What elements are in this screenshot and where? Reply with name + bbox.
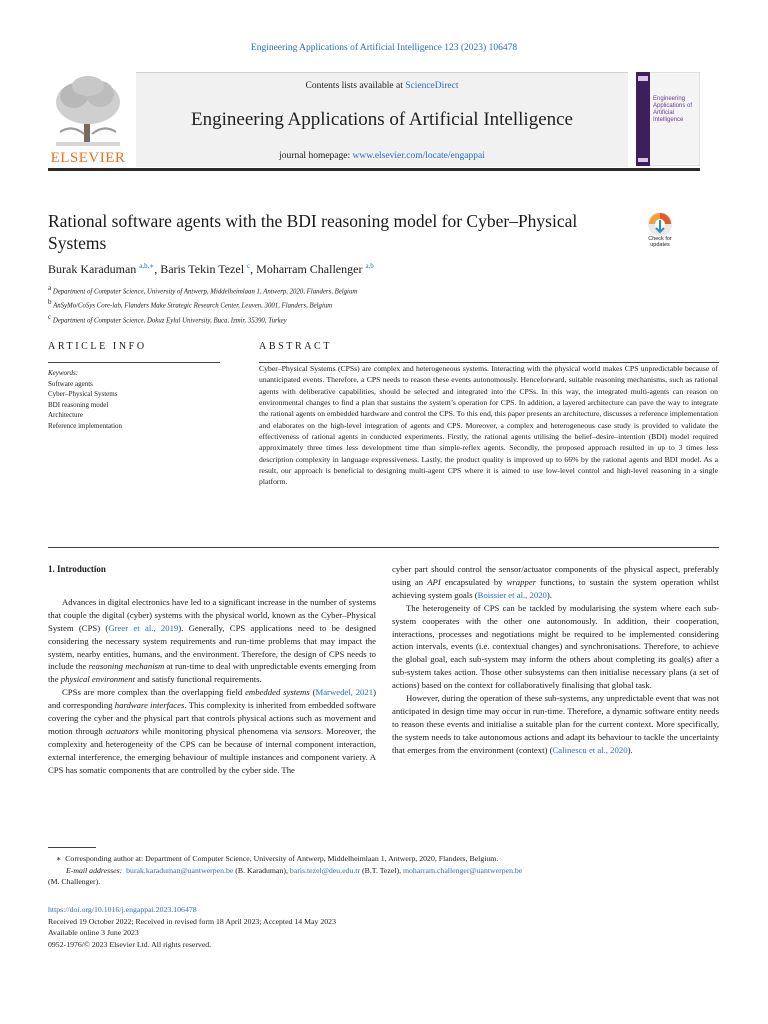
abstract-bottom-divider: [48, 547, 719, 548]
citation-link[interactable]: Calinescu et al., 2020: [552, 744, 628, 755]
keywords-block: [48, 368, 220, 432]
keyword: Reference implementation: [48, 421, 123, 430]
paragraph: cyber part should control the sensor/actuator components of the physical aspect, preferably using an API encapsulated by wrapper functions, to sustain the system operation whilst achieving system goals (Boissier et al., 2020).: [392, 564, 719, 600]
paragraph: Advances in digital electronics have led to a significant increase in the number of systems that couple the digital (cyber) systems with the physical world, known as the Cyber–Physical System (CPS) (Greer et al., 2019). Generally, CPS applications need to be designed considering the necessary system requirements and run-time problems that may impact the system, nearby entities, humans, and the environment. Therefore, the design of CPS needs to include the reasoning mechanism at run-time to deal with unpredictable events emerging from the physical environment and satisfy functional requirements.: [48, 596, 376, 685]
footnote-divider: [48, 847, 96, 848]
article-info-divider: [48, 362, 220, 363]
citation-link[interactable]: Marwedel, 2021: [315, 687, 374, 698]
article-title: Rational software agents with the BDI reasoning model for Cyber–Physical Systems: [48, 211, 578, 253]
keyword: BDI reasoning model: [48, 400, 109, 409]
body-column-left: [48, 563, 376, 777]
journal-homepage-line: journal homepage: www.elsevier.com/locate/engappai: [279, 151, 485, 161]
available-online: Available online 3 June 2023: [48, 928, 139, 938]
received-dates: Received 19 October 2022; Received in revised form 18 April 2023; Accepted 14 May 2023: [48, 916, 336, 926]
doi-link[interactable]: https://doi.org/10.1016/j.engappai.2023.106478: [48, 905, 197, 914]
journal-cover: [636, 72, 700, 166]
elsevier-logo: [48, 72, 128, 166]
journal-banner: [136, 72, 628, 167]
abstract-text: Cyber–Physical Systems (CPSs) are complex and heterogeneous systems. Interacting with the physical world makes CPS unpredictable because of unanticipated events. Therefore, a CPS needs to reason these events autonomously. Henceforward, suitable reasoning mechanisms, such as rational agents with deliberative capabilities, should be selected and integrated into the CPSs. In this way, the integrated multi-agents can reason on environmental changes to find a plan that sustains the system’s operation for CPS. In addition, a layered architecture can pave the way to integrate the rational agents on embedded hardware and control the CPS. To this end, this paper presents an architecture, discusses a reference implementation and elaborates on the high-level integration of agents and CPS. Moreover, a complex and heterogeneous case study is provided to validate the effectiveness of rational agents in conducted experiments. Firstly, the rational agents utilising the belief–desire–intention (BDI) model required approximately three times less development time than simple-reflex agents. Secondly, the proposed approach resulted in up to 3 times less description complexity in language expressiveness. Lastly, the product quality is improved up to 66% by the rational agents and BDI model. As a result, our approach is beneficial to designing multi-agent CPS where it is aimed to use low-level control and high-level reasoning in a single platform.: [259, 364, 718, 487]
contents-line: Contents lists available at ScienceDirect: [305, 81, 459, 91]
author: Baris Tekin Tezel: [160, 262, 245, 276]
author-affiliation-marker[interactable]: a,b: [365, 262, 374, 270]
affiliation: $^c$ Department of Computer Science, Dokuz Eylul University, Buca, Izmir, 35390, Turkey: [48, 312, 287, 324]
author-affiliation-marker[interactable]: a,b,∗: [139, 262, 155, 270]
sciencedirect-link[interactable]: ScienceDirect: [405, 81, 459, 91]
author: Moharram Challenger: [256, 262, 363, 276]
keyword: Software agents: [48, 379, 93, 388]
copyright: 0952-1976/© 2023 Elsevier Ltd. All rights reserved.: [48, 939, 212, 949]
journal-reference-link[interactable]: Engineering Applications of Artificial Intelligence 123 (2023) 106478: [250, 43, 518, 53]
paragraph: However, during the operation of these sub-systems, any unpredictable event that was not anticipated in design time may occur in run-time. Therefore, a dynamic software entity needs to reason these events and initialise a suitable plan for the current context. More specifically, the system needs to take autonomous actions and adapt its behaviour to tackle the uncertainty that emerges from the environment (context) (Calinescu et al., 2020).: [392, 693, 719, 755]
affiliation: $^b$ AnSyMo/CoSys Core-lab, Flanders Make Strategic Research Center, Leuven, 3001, Flanders, Belgium: [48, 298, 333, 310]
homepage-link[interactable]: www.elsevier.com/locate/engappai: [352, 151, 485, 161]
paragraph: The heterogeneity of CPS can be tackled by modularising the system where each sub-system cooperates with the other one autonomously. In addition, their cooperation, interactions, processes and negotiations might be required to be implemented considering action intervals, events (i.e. contextual changes) and synchronisations. Therefore, to achieve the global goal, each sub-system may inform the others about completing its goal(s) after a sub-system takes action. Those other subsystems can then initialise necessary plans (a set of actions) based on the context for collaboratively finalising that global task.: [392, 602, 719, 691]
email-link[interactable]: moharram.challenger@uantwerpen.be: [402, 865, 523, 875]
section-heading-introduction: 1. Introduction: [48, 564, 106, 574]
email-addresses: E-mail addresses: burak.karaduman@uantwerpen.be (B. Karaduman), baris.tezel@deu.edu.tr (B.T. Tezel), moharram.challenger@uantwerpen.be: [66, 865, 523, 875]
keyword: Cyber–Physical Systems: [48, 390, 118, 399]
keywords-label: Keywords:: [48, 369, 79, 377]
corresponding-author-note: ∗ Corresponding author at: Department of Computer Science, University of Antwerp, Middelheimlaan 1, Antwerp, 2020, Flanders, Belgium.: [56, 854, 499, 863]
email-name-continuation: (M. Challenger).: [48, 877, 101, 887]
body-column-right: [392, 563, 719, 757]
author-list: Burak Karaduman $^{a,b,∗}$, Baris Tekin Tezel $^c$, Moharram Challenger $^{a,b}$: [48, 262, 374, 276]
check-updates-label: Check for updates: [648, 236, 672, 248]
email-link[interactable]: burak.karaduman@uantwerpen.be: [126, 865, 234, 875]
citation-link[interactable]: Boissier et al., 2020: [477, 589, 547, 600]
cover-title: Engineering Applications of Artificial Intelligence: [653, 96, 693, 123]
journal-reference[interactable]: [0, 43, 768, 53]
author-affiliation-marker[interactable]: c: [247, 262, 251, 270]
footnote: [48, 853, 720, 888]
article-footer: [48, 904, 720, 950]
paragraph: CPSs are more complex than the overlapping field embedded systems (Marwedel, 2021) and corresponding hardware interfaces. This complexity is inherited from embedded software covering the cyber and the physical part that controls physical actions such as movement and motion through actuators while monitoring physical phenomena via sensors. Moreover, the complexity and heterogeneity of the CPS can be because of internal component interaction, external interference, the emerging behaviour of multiple instances and component variety. A CPS has somatic components that are controlled by the cyber side. The: [48, 687, 377, 775]
affiliations: [48, 283, 357, 326]
check-for-updates-badge[interactable]: [640, 210, 680, 254]
author: Burak Karaduman: [48, 262, 137, 276]
email-link[interactable]: baris.tezel@deu.edu.tr: [289, 865, 361, 875]
affiliation: $^a$ Department of Computer Science, University of Antwerp, Middelheimlaan 1, Antwerp, 2020, Flanders, Belgium: [48, 284, 358, 296]
journal-title: Engineering Applications of Artificial Intelligence: [191, 109, 573, 130]
abstract-heading: ABSTRACT: [259, 341, 333, 352]
keyword: Architecture: [48, 411, 83, 420]
citation-link[interactable]: Greer et al., 2019: [108, 622, 179, 633]
article-info-heading: ARTICLE INFO: [48, 341, 147, 352]
header-divider: [48, 168, 700, 171]
publisher-wordmark: ELSEVIER: [50, 150, 126, 166]
